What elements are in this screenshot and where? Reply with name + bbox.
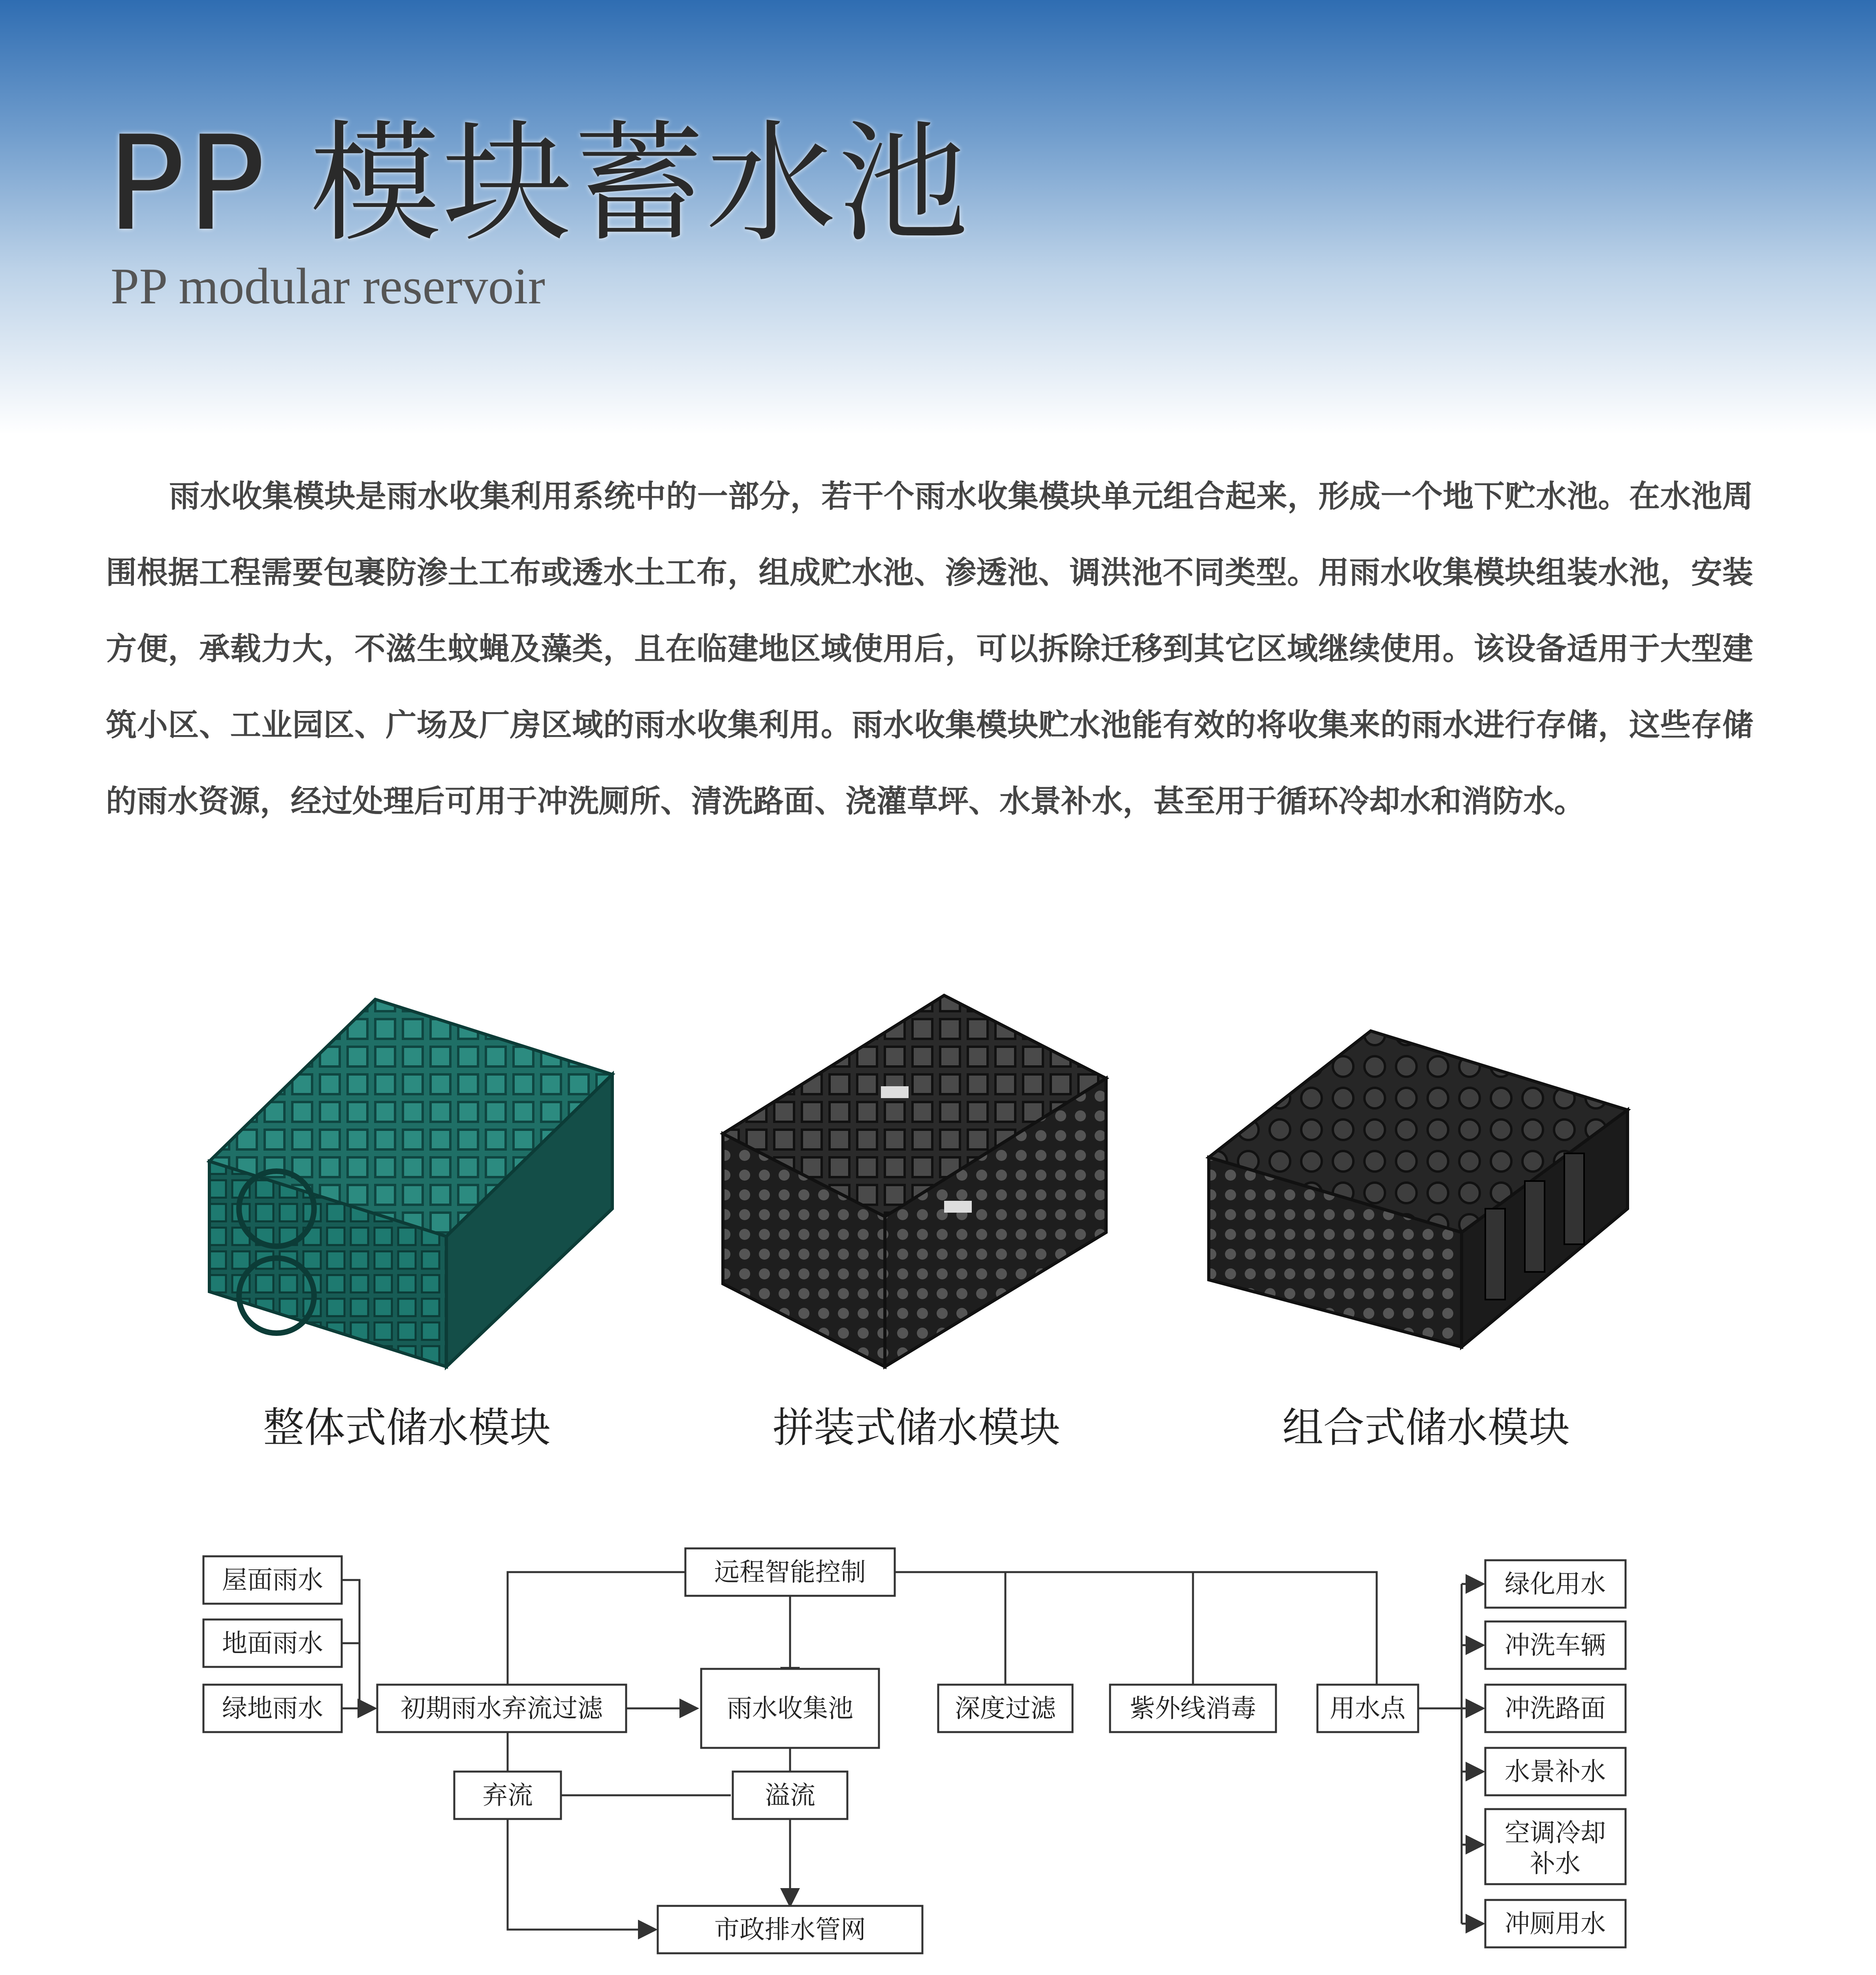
- flow-source-green: 绿地雨水: [222, 1694, 323, 1723]
- flow-municipal: 市政排水管网: [714, 1915, 866, 1945]
- intro-paragraph: 雨水收集模块是雨水收集利用系统中的一部分，若干个雨水收集模块单元组合起来，形成一个地下贮水池。在水池周围根据工程需要包裹防渗土工布或透水土工布，组成贮水池、渗透池、调洪池不同类型。用雨水收集模块组装水池，安装方便，承载力大，不滋生蚊蝇及藻类，且在临建地区域使用后，可以拆除迁移到其它区域继续使用。该设备适用于大型建筑小区、工业园区、广场及厂房区域的雨水收集利用。雨水收集模块贮水池能有效的将收集来的雨水进行存储，这些存储的雨水资源，经过处理后可用于冲洗厕所、清洗路面、浇灌草坪、水景补水，甚至用于循环冷却水和消防水。: [106, 478, 1753, 819]
- flow-use-landscape: 水景补水: [1505, 1757, 1606, 1787]
- module-caption-3: 组合式储水模块: [1282, 1403, 1570, 1452]
- assembled-module-image: [715, 988, 1169, 1382]
- integral-module-drawing: [205, 988, 660, 1382]
- assembled-module-drawing: [715, 988, 1169, 1382]
- module-caption-1: 整体式储水模块: [263, 1403, 551, 1452]
- flow-use-ac-cooling: 空调冷却: [1505, 1819, 1606, 1848]
- flow-use-greening: 绿化用水: [1505, 1570, 1606, 1599]
- integral-module-image: [205, 988, 660, 1382]
- flow-use-road-wash: 冲洗路面: [1505, 1694, 1606, 1723]
- flow-uv: 紫外线消毒: [1130, 1694, 1256, 1723]
- flow-source-ground: 地面雨水: [222, 1629, 323, 1658]
- flow-discard: 弃流: [482, 1781, 533, 1810]
- page-subtitle: PP modular reservoir: [111, 258, 545, 315]
- flow-use-toilet: 冲厕用水: [1505, 1909, 1606, 1939]
- page-title: PP 模块蓄水池: [107, 108, 970, 260]
- flow-overflow: 溢流: [765, 1781, 815, 1810]
- rainwater-flow-diagram: [0, 1521, 1876, 1975]
- flow-collection-pool: 雨水收集池: [727, 1694, 853, 1723]
- flow-deep-filter: 深度过滤: [955, 1694, 1056, 1723]
- flow-initial-filter: 初期雨水弃流过滤: [401, 1694, 603, 1723]
- flow-remote-control: 远程智能控制: [714, 1558, 866, 1587]
- flow-source-roof: 屋面雨水: [222, 1566, 323, 1595]
- flow-use-point: 用水点: [1330, 1694, 1406, 1723]
- module-caption-2: 拼装式储水模块: [772, 1403, 1060, 1452]
- flow-use-car-wash: 冲洗车辆: [1505, 1631, 1606, 1660]
- combined-module-image: [1201, 988, 1655, 1382]
- combined-module-drawing: [1201, 988, 1655, 1382]
- flow-use-ac-cooling-2: 补水: [1530, 1849, 1581, 1879]
